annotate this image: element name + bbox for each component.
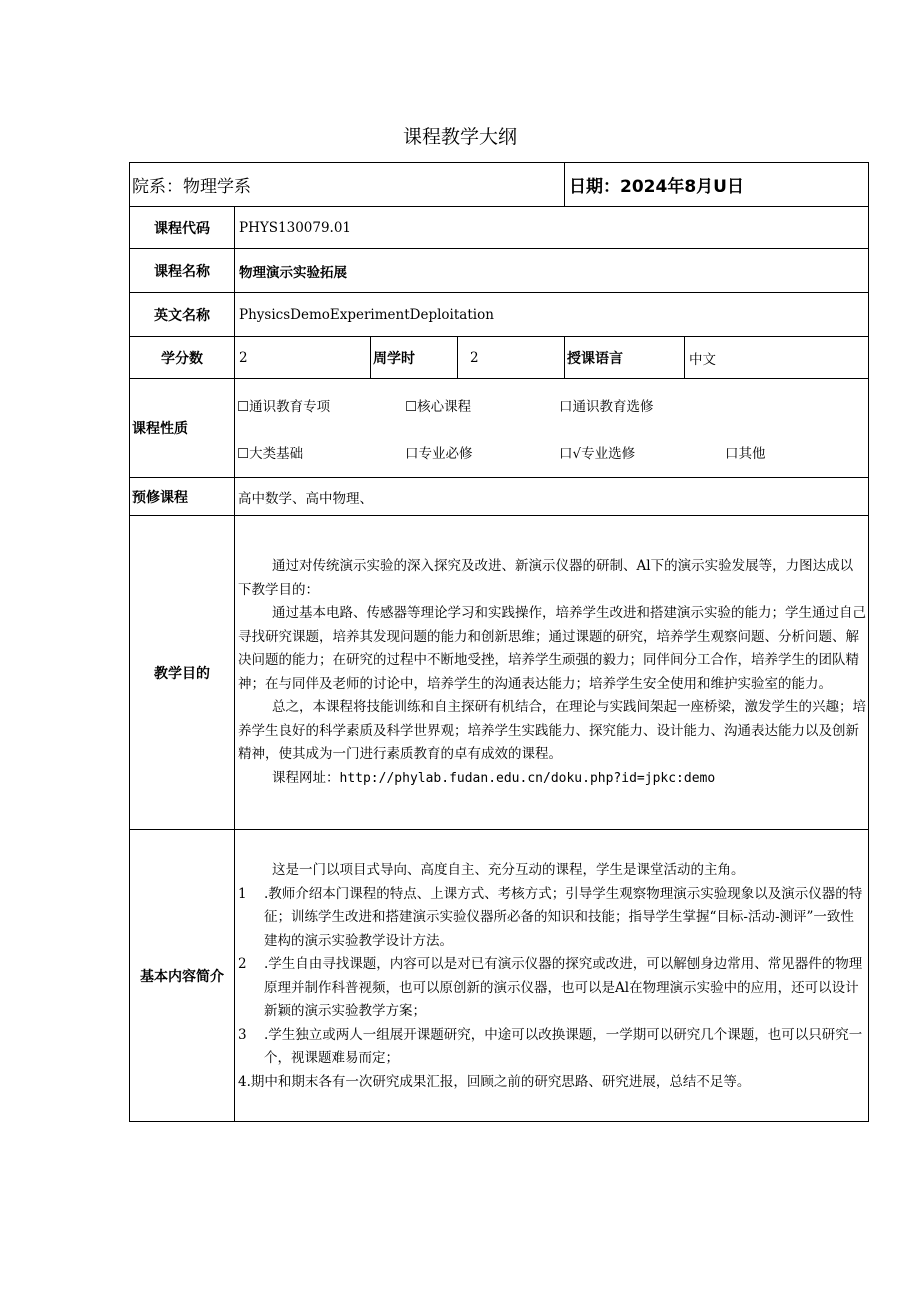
english-name-label: 英文名称	[130, 293, 235, 337]
english-name-value: PhysicsDemoExperimentDeploitation	[235, 293, 869, 337]
content-item-text: .学生自由寻找课题，内容可以是对已有演示仪器的探究或改进，可以解刨身边常用、常见器件的物理原理并制作科普视频，也可以原创新的演示仪器，也可以是Al在物理演示实验中的应用，还可以设计新颖的演示实验教学方案；	[264, 956, 863, 1019]
prereq-row	[130, 478, 869, 516]
weekly-hours-label: 周学时	[371, 337, 458, 379]
english-name-row	[130, 293, 869, 337]
content-item	[238, 1024, 866, 1071]
language-value: 中文	[685, 337, 869, 379]
prereq-label: 预修课程	[130, 478, 235, 516]
option-major-required: 口专业必修	[405, 446, 473, 462]
course-code-value: PHYS130079.01	[235, 207, 869, 249]
content-item	[238, 953, 866, 1024]
content-item-last: 4.期中和期末各有一次研究成果汇报，回顾之前的研究思路、研究进展，总结不足等。	[238, 1073, 751, 1090]
option-core-course: ☐核心课程	[405, 399, 472, 415]
content-body	[235, 835, 868, 1116]
option-broad-foundation: ☐大类基础	[237, 446, 304, 462]
content-row	[130, 830, 869, 1122]
purpose-row	[130, 516, 869, 830]
content-item-number: 3	[238, 1026, 247, 1043]
course-code-label: 课程代码	[130, 207, 235, 249]
purpose-paragraph: 通过基本电路、传感器等理论学习和实践操作，培养学生改进和搭建演示实验的能力；学生通过自己寻找研究课题，培养其发现问题的能力和创新思维；通过课题的研究，培养学生观察问题、分析问题、解决问题的能力；在研究的过程中不断地受挫，培养学生顽强的毅力；同伴间分工合作，培养学生的团队精神；在与同伴及老师的讨论中，培养学生的沟通表达能力；培养学生安全使用和维护实验室的能力。	[238, 605, 866, 692]
purpose-paragraph: 通过对传统演示实验的深入探究及改进、新演示仪器的研制、Al下的演示实验发展等，力图达成以下教学目的：	[238, 558, 854, 598]
header-row	[130, 163, 869, 207]
purpose-label: 教学目的	[130, 516, 235, 830]
content-item-text: .教师介绍本门课程的特点、上课方式、考核方式；引导学生观察物理演示实验现象以及演示仪器的特征；训练学生改进和搭建演示实验仪器所必备的知识和技能；指导学生掌握“目标-活动-测评”一致性建构的演示实验教学设计方法。	[264, 885, 863, 949]
course-url-line	[238, 767, 866, 791]
option-other: 口其他	[725, 446, 766, 462]
prereq-value: 高中数学、高中物理、	[235, 478, 869, 516]
content-item	[238, 883, 866, 954]
language-label: 授课语言	[565, 337, 685, 379]
option-major-elective: 口√专业选修	[559, 446, 636, 462]
course-name-row	[130, 249, 869, 293]
credits-label: 学分数	[130, 337, 235, 379]
purpose-paragraph: 总之，本课程将技能训练和自主探研有机结合，在理论与实践间架起一座桥梁，激发学生的兴趣；培养学生良好的科学素质及科学世界观；培养学生实践能力、探究能力、设计能力、沟通表达能力以及创新精神，使其成为一门进行素质教育的卓有成效的课程。	[238, 699, 866, 762]
course-nature-options	[235, 379, 868, 477]
course-code-row	[130, 207, 869, 249]
content-label: 基本内容简介	[130, 830, 235, 1122]
date-cell: 日期：2024年8月U日	[565, 163, 869, 207]
content-item-text: .学生独立或两人一组展开课题研究，中途可以改换课题，一学期可以研究几个课题，也可以只研究一个，视课题难易而定；	[264, 1026, 863, 1066]
course-name-value: 物理演示实验拓展	[235, 249, 869, 293]
department-cell: 院系：物理学系	[130, 163, 565, 207]
option-general-elective: 口通识教育选修	[559, 399, 654, 415]
course-url-label: 课程网址：	[272, 769, 340, 786]
course-url-link[interactable]: http://phylab.fudan.edu.cn/doku.php?id=jpkc:demo	[339, 770, 716, 786]
course-nature-label: 课程性质	[130, 379, 235, 478]
content-item-number: 1	[238, 885, 247, 902]
option-general-special: ☐通识教育专项	[237, 399, 331, 415]
course-nature-row	[130, 379, 869, 478]
course-name-label: 课程名称	[130, 249, 235, 293]
purpose-body	[235, 529, 868, 816]
syllabus-table	[129, 162, 869, 1122]
credits-row	[130, 337, 869, 379]
document-title: 课程教学大纲	[402, 126, 517, 148]
weekly-hours-value: 2	[458, 337, 565, 379]
content-item-number: 2	[238, 956, 247, 972]
credits-value: 2	[235, 337, 371, 379]
content-intro: 这是一门以项目式导向、高度自主、充分互动的课程，学生是课堂活动的主角。	[272, 862, 745, 878]
